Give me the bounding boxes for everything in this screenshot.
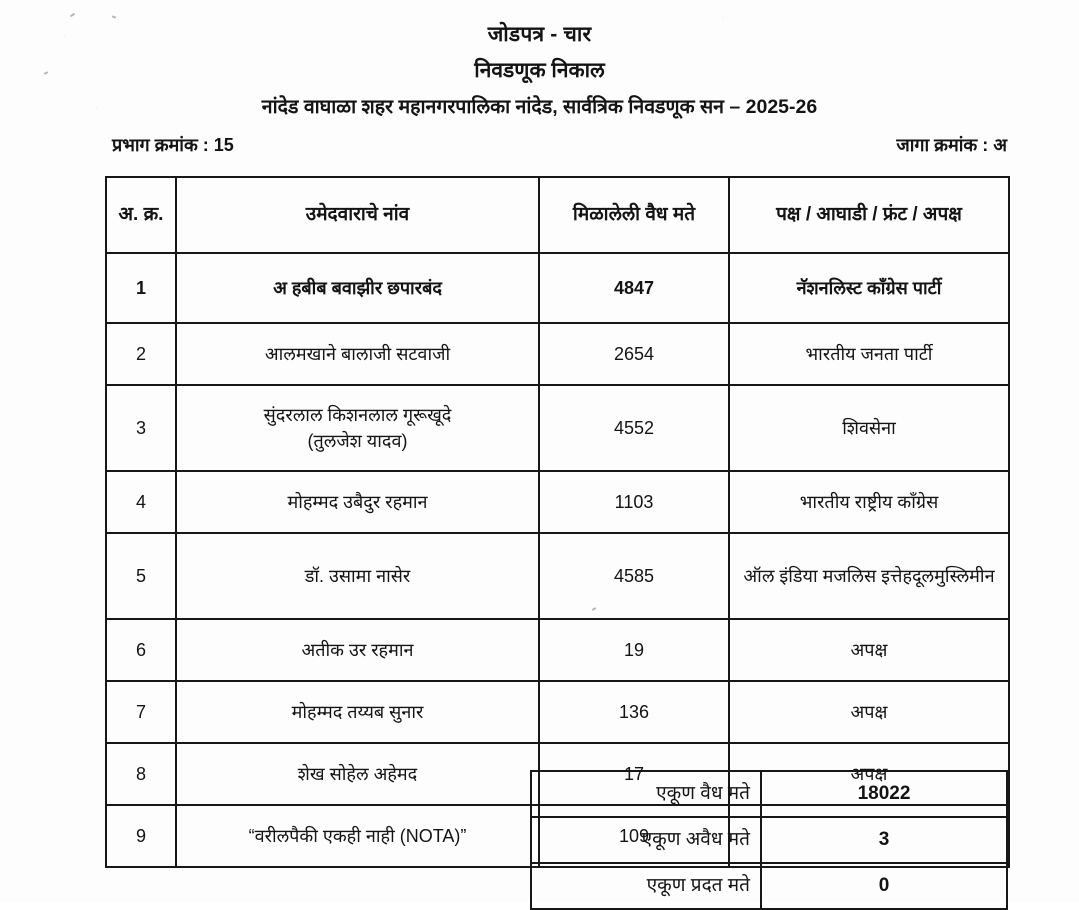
vote-summary-table <box>530 770 1008 910</box>
cell-valid-votes-text: 2654 <box>613 343 655 364</box>
page-title: जोडपत्र - चार <box>487 23 592 46</box>
cell-party <box>729 681 1009 743</box>
municipality-line: नांदेड वाघाळा शहर महानगरपालिका नांदेड, सार्वत्रिक निवडणूक सन – 2025-26 <box>261 95 818 118</box>
ward-number-label: प्रभाग क्रमांक : 15 <box>112 134 234 155</box>
cell-serial-number <box>106 385 176 471</box>
cell-party-text: नॅशनलिस्ट काँग्रेस पार्टी <box>796 277 942 298</box>
table-row <box>106 619 1009 681</box>
column-header-sr: अ. क्र. <box>106 177 176 253</box>
cell-party <box>729 323 1009 385</box>
cell-candidate-name-text: सुंदरलाल किशनलाल गूरूखूदे <box>263 404 452 425</box>
column-header-valid-votes: मिळालेली वैध मते <box>539 177 729 253</box>
cell-valid-votes-text: 19 <box>623 639 645 660</box>
summary-row <box>531 771 1007 817</box>
column-header-candidate-name: उमेदवाराचे नांव <box>176 177 539 253</box>
cell-party-text: अपक्ष <box>850 701 888 722</box>
cell-serial-number-text: 3 <box>135 417 146 438</box>
summary-value: 3 <box>761 817 1007 863</box>
cell-candidate-name <box>176 323 539 385</box>
cell-valid-votes-text: 17 <box>623 763 645 784</box>
seat-number-label: जागा क्रमांक : अ <box>896 134 1007 155</box>
cell-serial-number <box>106 471 176 533</box>
summary-row <box>531 817 1007 863</box>
table-row <box>106 681 1009 743</box>
cell-serial-number-text: 7 <box>135 701 146 722</box>
table-row <box>106 385 1009 471</box>
document-header <box>0 0 1079 119</box>
cell-party-text: अपक्ष <box>850 639 888 660</box>
candidate-results-table <box>105 176 1010 868</box>
cell-valid-votes <box>539 619 729 681</box>
summary-value: 18022 <box>761 771 1007 817</box>
cell-candidate-name-text: आलमखाने बालाजी सटवाजी <box>264 343 451 364</box>
column-header-party: पक्ष / आघाडी / फ्रंट / अपक्ष <box>729 177 1009 253</box>
cell-valid-votes-text: 1103 <box>614 491 654 512</box>
cell-party <box>729 471 1009 533</box>
table-row <box>106 533 1009 619</box>
table-header <box>106 177 1009 253</box>
cell-party <box>729 619 1009 681</box>
summary-label: एकूण प्रदत मते <box>531 863 761 909</box>
summary-label: एकूण वैध मते <box>531 771 761 817</box>
table-row <box>106 323 1009 385</box>
cell-candidate-name <box>176 619 539 681</box>
cell-candidate-name-text: अ हबीब बवाझीर छपारबंद <box>273 277 442 298</box>
cell-candidate-name <box>176 681 539 743</box>
table-row <box>106 471 1009 533</box>
summary-label: एकूण अवैध मते <box>531 817 761 863</box>
cell-candidate-name-text: डॉ. उसामा नासेर <box>304 565 411 586</box>
cell-serial-number <box>106 805 176 867</box>
cell-candidate-name-text: मोहम्मद उबैदुर रहमान <box>287 491 428 512</box>
cell-candidate-name <box>176 533 539 619</box>
cell-candidate-name <box>176 743 539 805</box>
cell-serial-number-text: 4 <box>135 491 146 512</box>
cell-serial-number-text: 1 <box>135 277 146 298</box>
vote-summary-table-wrapper <box>530 770 1008 910</box>
cell-party <box>729 385 1009 471</box>
cell-valid-votes-text: 136 <box>618 701 650 722</box>
cell-candidate-name-text: “वरीलपैकी एकही नाही (NOTA)” <box>248 825 467 846</box>
cell-party-text-secondary: मुस्लिमीन <box>934 565 995 586</box>
cell-valid-votes-text: 109 <box>618 825 650 846</box>
cell-serial-number-text: 2 <box>135 343 146 364</box>
cell-serial-number <box>106 533 176 619</box>
cell-candidate-name-text: शेख सोहेल अहेमद <box>297 763 418 784</box>
candidate-results-table-wrapper <box>105 176 1008 868</box>
cell-serial-number-text: 9 <box>135 825 146 846</box>
cell-valid-votes <box>539 385 729 471</box>
cell-valid-votes <box>539 323 729 385</box>
cell-candidate-name <box>176 385 539 471</box>
cell-serial-number-text: 8 <box>135 763 146 784</box>
cell-serial-number <box>106 743 176 805</box>
cell-valid-votes <box>539 681 729 743</box>
cell-party-text: भारतीय राष्ट्रीय काँग्रेस <box>799 491 939 512</box>
cell-valid-votes-text: 4585 <box>613 565 655 586</box>
cell-party-text: शिवसेना <box>842 417 896 438</box>
cell-serial-number-text: 5 <box>135 565 146 586</box>
cell-candidate-name <box>176 471 539 533</box>
cell-candidate-name-text-secondary: (तुलजेश यादव) <box>307 431 408 451</box>
cell-candidate-name-text: मोहम्मद तय्यब सुनार <box>291 701 424 722</box>
cell-serial-number <box>106 253 176 323</box>
cell-serial-number <box>106 323 176 385</box>
cell-party-text: भारतीय जनता पार्टी <box>805 343 933 364</box>
ward-seat-row <box>112 133 1007 157</box>
cell-serial-number-text: 6 <box>135 639 146 660</box>
cell-candidate-name <box>176 805 539 867</box>
cell-party-text: अपक्ष <box>850 763 888 784</box>
table-row <box>106 253 1009 323</box>
vote-summary-body <box>531 771 1007 909</box>
cell-candidate-name-text: अतीक उर रहमान <box>301 639 414 660</box>
table-header-row <box>106 177 1009 253</box>
cell-party <box>729 533 1009 619</box>
cell-serial-number <box>106 681 176 743</box>
cell-valid-votes <box>539 253 729 323</box>
cell-valid-votes-text: 4847 <box>613 277 655 298</box>
cell-valid-votes <box>539 471 729 533</box>
cell-valid-votes <box>539 533 729 619</box>
cell-party <box>729 253 1009 323</box>
cell-valid-votes-text: 4552 <box>613 417 655 438</box>
document-subtitle: निवडणूक निकाल <box>474 59 605 83</box>
summary-value: 0 <box>761 863 1007 909</box>
cell-party-text: ऑल इंडिया मजलिस इत्तेहदूल <box>743 565 935 586</box>
summary-row <box>531 863 1007 909</box>
cell-candidate-name <box>176 253 539 323</box>
cell-serial-number <box>106 619 176 681</box>
